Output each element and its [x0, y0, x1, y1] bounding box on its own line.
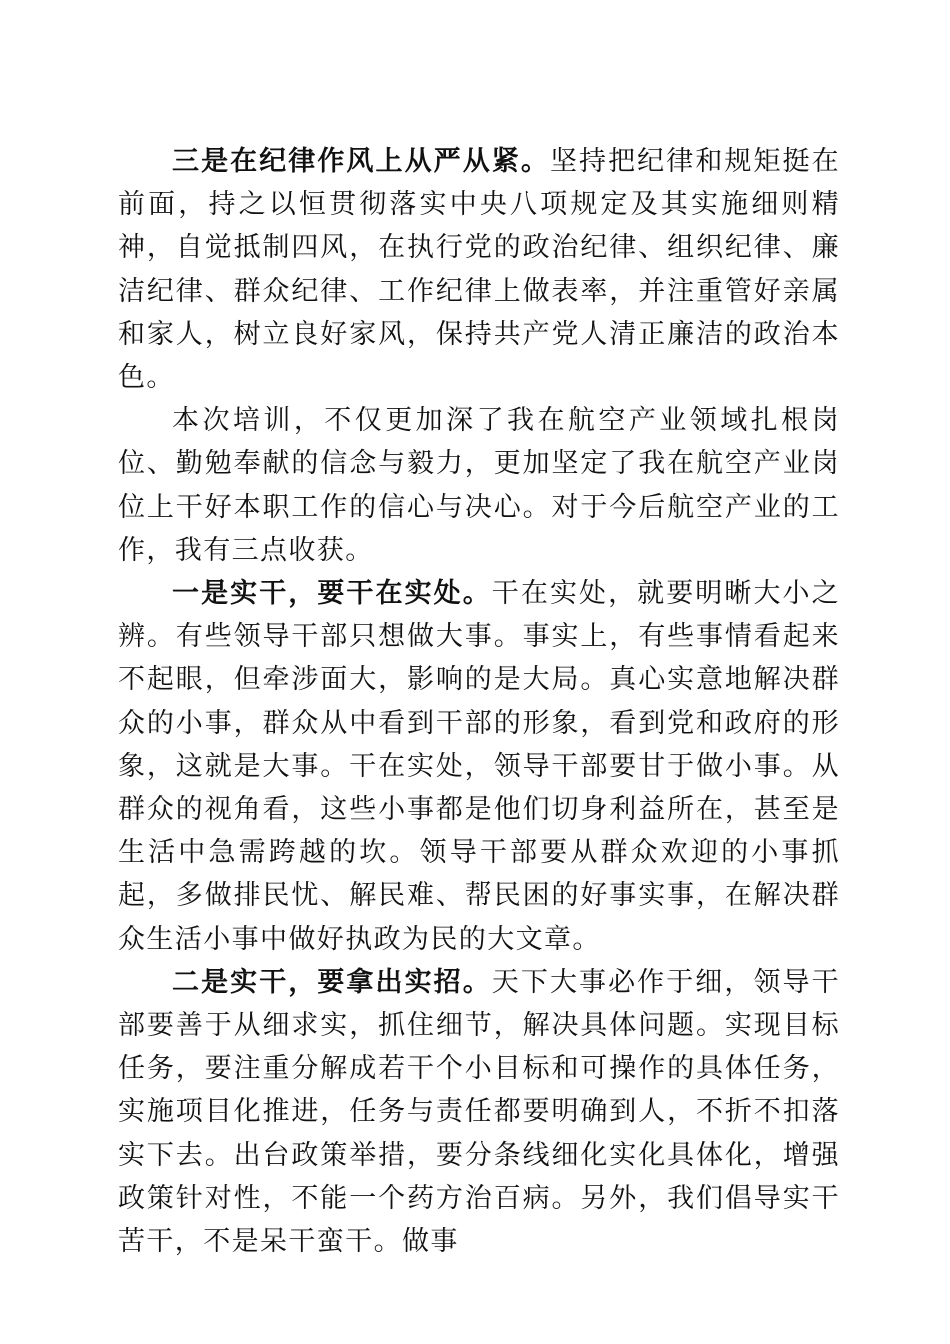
paragraph-lead: 三是在纪律作风上从严从紧。: [172, 146, 550, 177]
paragraph-point-one: [118, 572, 840, 961]
paragraph-discipline: [118, 140, 840, 399]
paragraph-point-two: [118, 961, 840, 1263]
paragraph-training: [118, 399, 840, 572]
paragraph-text: 本次培训，不仅更加深了我在航空产业领域扎根岗位、勤勉奉献的信念与毅力，更加坚定了我在航空产业岗位上干好本职工作的信心与决心。对于今后航空产业的工作，我有三点收获。: [118, 405, 840, 566]
paragraph-lead: 二是实干，要拿出实招。: [172, 966, 492, 998]
paragraph-lead: 一是实干，要干在实处。: [172, 578, 492, 610]
paragraph-text: 坚持把纪律和规矩挺在前面，持之以恒贯彻落实中央八项规定及其实施细则精神，自觉抵制四风，在执行党的政治纪律、组织纪律、廉洁纪律、群众纪律、工作纪律上做表率，并注重管好亲属和家人，树立良好家风，保持共产党人清正廉洁的政治本色。: [118, 146, 841, 394]
paragraph-text: 干在实处，就要明晰大小之辨。有些领导干部只想做大事。事实上，有些事情看起来不起眼，但牵涉面大，影响的是大局。真心实意地解决群众的小事，群众从中看到干部的形象，看到党和政府的形象，这就是大事。干在实处，领导干部要甘于做小事。从群众的视角看，这些小事都是他们切身利益所在，甚至是生活中急需跨越的坎。领导干部要从群众欢迎的小事抓起，多做排民忧、解民难、帮民困的好事实事，在解决群众生活小事中做好执政为民的大文章。: [118, 578, 840, 955]
document-page: [118, 140, 840, 1263]
paragraph-text: 天下大事必作于细，领导干部要善于从细求实，抓住细节，解决具体问题。实现目标任务，要注重分解成若干个小目标和可操作的具体任务，实施项目化推进，任务与责任都要明确到人，不折不扣落实下去。出台政策举措，要分条线细化实化具体化，增强政策针对性，不能一个药方治百病。另外，我们倡导实干苦干，不是呆干蛮干。做事: [118, 966, 840, 1258]
